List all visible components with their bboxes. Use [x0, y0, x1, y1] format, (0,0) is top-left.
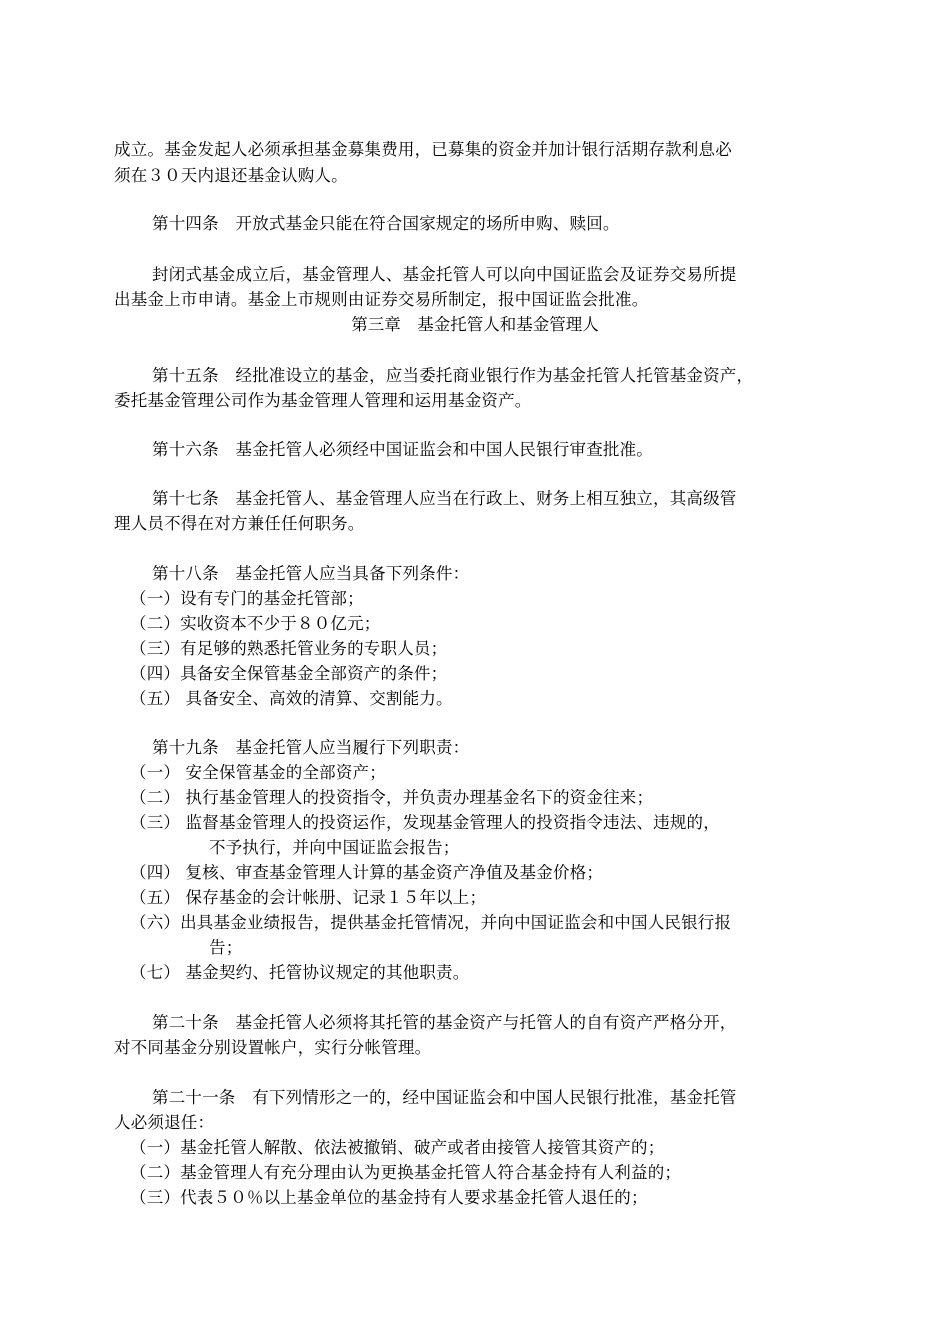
article-19-title: 第十九条 基金托管人应当履行下列职责：: [152, 738, 470, 757]
article-18-item-5: （五） 具备安全、高效的清算、交割能力。: [130, 689, 453, 708]
article-19-item-3-line-1: （三） 监督基金管理人的投资运作，发现基金管理人的投资指令违法、违规的，: [130, 813, 720, 832]
article-19-item-6-line-2: 告；: [209, 938, 243, 957]
article-19-item-1: （一） 安全保管基金的全部资产；: [130, 763, 386, 782]
article-14: 第十四条 开放式基金只能在符合国家规定的场所申购、赎回。: [152, 214, 620, 233]
article-16: 第十六条 基金托管人必须经中国证监会和中国人民银行审查批准。: [152, 440, 653, 459]
article-18-item-2: （二）实收资本不少于８０亿元；: [130, 614, 381, 633]
article-19-item-5: （五） 保存基金的会计帐册、记录１５年以上；: [130, 888, 487, 907]
intro-line-2: 须在３０天内退还基金认购人。: [114, 166, 348, 185]
article-19-item-6-line-1: （六）出具基金业绩报告，提供基金托管情况，并向中国证监会和中国人民银行报: [130, 913, 732, 932]
closed-fund-line-2: 出基金上市申请。基金上市规则由证券交易所制定，报中国证监会批准。: [114, 290, 649, 309]
article-19-item-7: （七） 基金契约、托管协议规定的其他职责。: [130, 963, 470, 982]
article-18-title: 第十八条 基金托管人应当具备下列条件：: [152, 564, 470, 583]
article-19-item-4: （四） 复核、审查基金管理人计算的基金资产净值及基金价格；: [130, 863, 604, 882]
article-15-line-2: 委托基金管理公司作为基金管理人管理和运用基金资产。: [114, 391, 532, 410]
chapter-3-heading: 第三章 基金托管人和基金管理人: [351, 315, 599, 334]
article-21-item-2: （二）基金管理人有充分理由认为更换基金托管人符合基金持有人利益的；: [130, 1163, 682, 1182]
article-20-line-1: 第二十条 基金托管人必须将其托管的基金资产与托管人的自有资产严格分开，: [152, 1013, 737, 1032]
article-15-line-1: 第十五条 经批准设立的基金，应当委托商业银行作为基金托管人托管基金资产，: [152, 366, 754, 385]
closed-fund-line-1: 封闭式基金成立后，基金管理人、基金托管人可以向中国证监会及证券交易所提: [152, 265, 737, 284]
article-18-item-1: （一）设有专门的基金托管部；: [130, 589, 364, 608]
article-18-item-4: （四）具备安全保管基金全部资产的条件；: [130, 664, 448, 683]
article-20-line-2: 对不同基金分别设置帐户，实行分帐管理。: [114, 1038, 432, 1057]
article-21-line-1: 第二十一条 有下列情形之一的，经中国证监会和中国人民银行批准，基金托管: [152, 1088, 737, 1107]
intro-line-1: 成立。基金发起人必须承担基金募集费用，已募集的资金并加计银行活期存款利息必: [114, 140, 732, 159]
article-17-line-1: 第十七条 基金托管人、基金管理人应当在行政上、财务上相互独立，其高级管: [152, 489, 737, 508]
article-21-line-2: 人必须退任：: [114, 1113, 215, 1132]
article-19-item-3-line-2: 不予执行，并向中国证监会报告；: [209, 838, 460, 857]
article-19-item-2: （二） 执行基金管理人的投资指令，并负责办理基金名下的资金往来；: [130, 788, 654, 807]
article-17-line-2: 理人员不得在对方兼任任何职务。: [114, 514, 365, 533]
article-18-item-3: （三）有足够的熟悉托管业务的专职人员；: [130, 639, 448, 658]
article-21-item-1: （一）基金托管人解散、依法被撤销、破产或者由接管人接管其资产的；: [130, 1138, 665, 1157]
article-21-item-3: （三）代表５０％以上基金单位的基金持有人要求基金托管人退任的；: [130, 1188, 648, 1207]
